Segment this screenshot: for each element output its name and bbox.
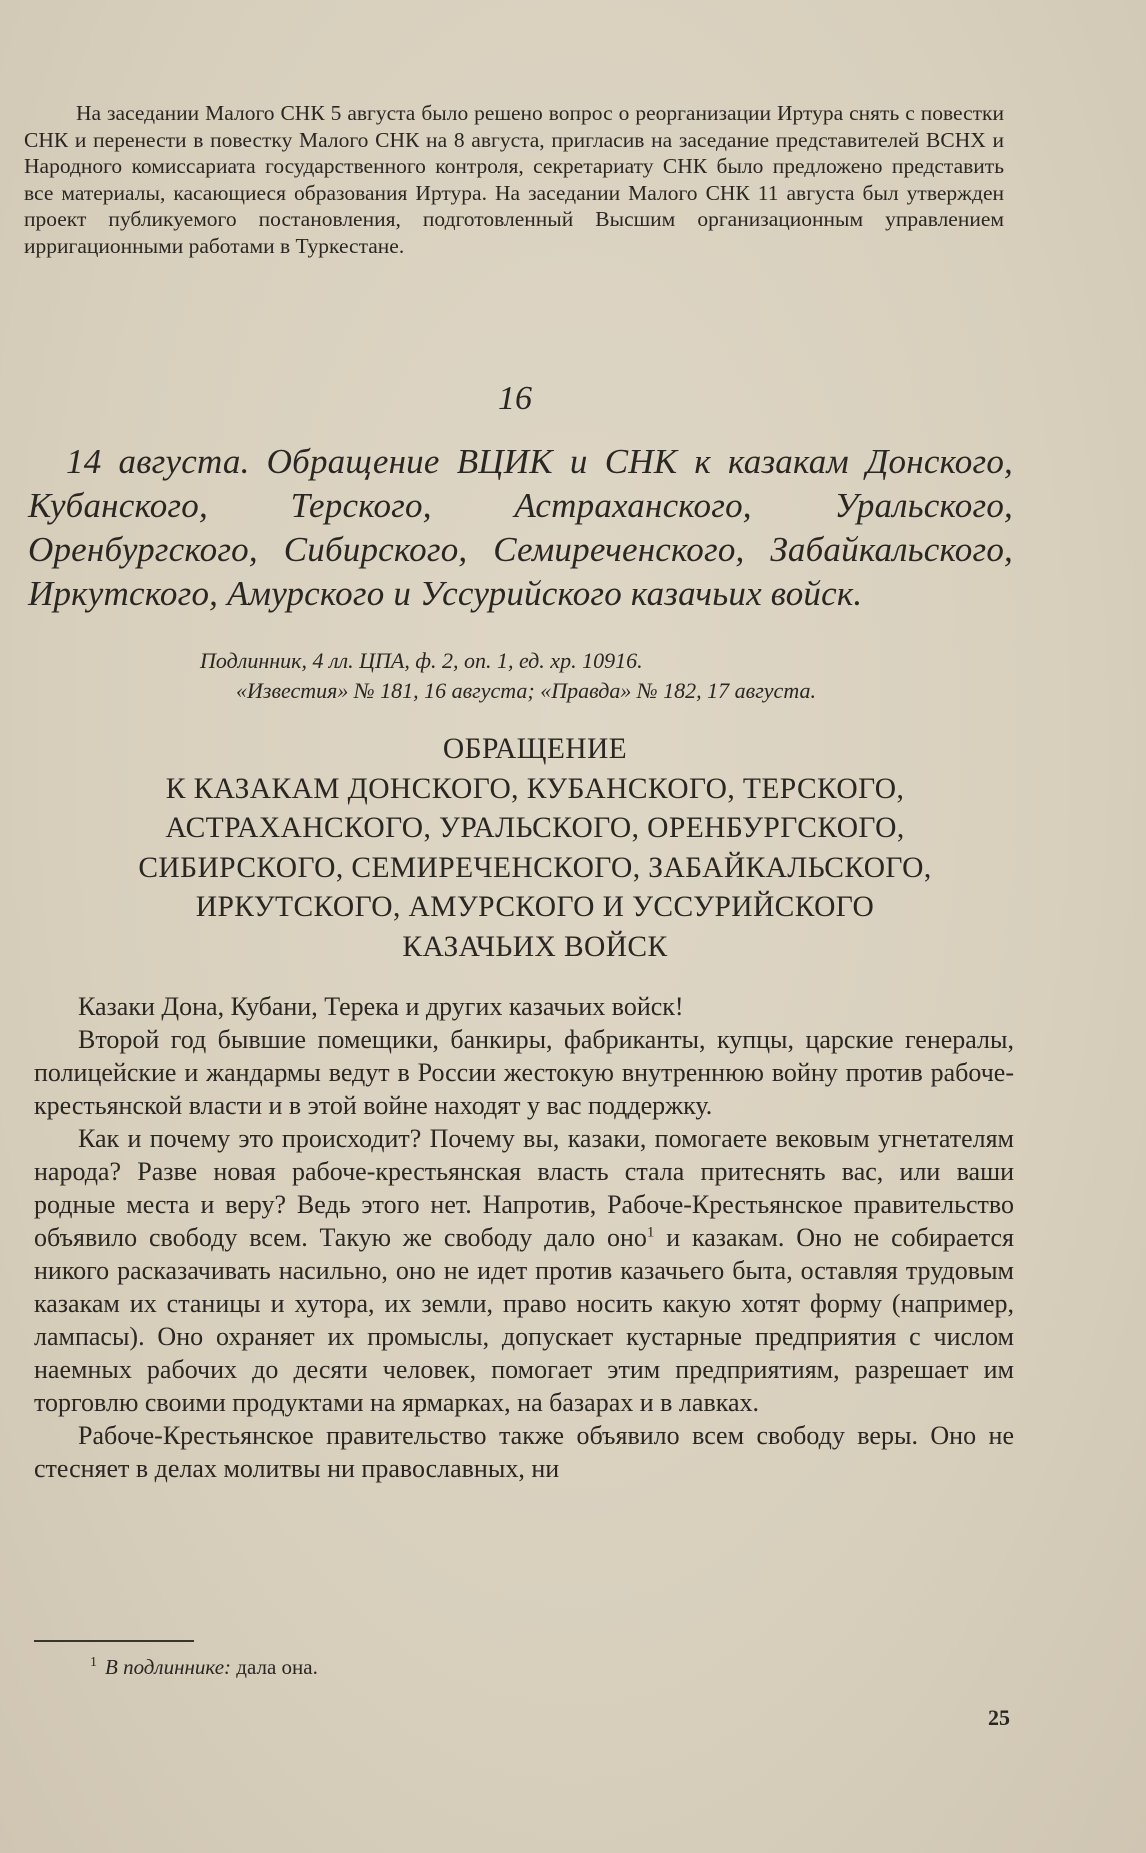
body-paragraph: Второй год бывшие помещики, банкиры, фабриканты, купцы, царские генералы, полицейские и жандармы ведут в России жестокую внутреннюю войну против рабоче-крестьянской власти и в этой войне находят у вас поддержку. — [34, 1025, 1014, 1120]
appeal-body — [34, 990, 1014, 1485]
page-number: 25 — [988, 1705, 1010, 1730]
appeal-title — [40, 730, 1030, 967]
document-number: 16 — [498, 380, 532, 417]
body-text-segment: Как и почему это происходит? Почему вы, казаки, помогаете вековым угнетателям народа? Разве новая рабоче-крестьянская власть стала притеснять вас, или ваши родные места и веру? Ведь этого нет. Напротив, Рабоче-Крестьянское правительство объявило свободу всем. Такую же свободу дало оно — [34, 1124, 1014, 1252]
appeal-title-line: ОБРАЩЕНИЕ — [442, 733, 628, 765]
source-line-archive: Подлинник, 4 лл. ЦПА, ф. 2, оп. 1, ед. хр. 10916. — [200, 648, 643, 673]
document-heading: 14 августа. Обращение ВЦИК и СНК к казакам Донского, Кубанского, Терского, Астраханского, Уральского, Оренбургского, Сибирского, Семиреченского, Забайкальского, Иркутского, Амурского и Уссурийского казачьих войск. — [28, 442, 1013, 613]
footnote-mark: 1 — [90, 1655, 97, 1670]
appeal-title-line: ИРКУТСКОГО, АМУРСКОГО И УССУРИЙСКОГО — [195, 891, 875, 923]
source-line-newspapers: «Известия» № 181, 16 августа; «Правда» № 182, 17 августа. — [236, 678, 816, 703]
appeal-title-line: КАЗАЧЬИХ ВОЙСК — [402, 930, 668, 963]
footnote-reference[interactable]: 1 — [646, 1224, 655, 1241]
body-paragraph: Казаки Дона, Кубани, Терека и других казачьих войск! — [78, 992, 684, 1021]
source-citation — [200, 646, 1000, 706]
footnote-italic-label: В подлиннике: — [105, 1655, 232, 1679]
appeal-title-line: СИБИРСКОГО, СЕМИРЕЧЕНСКОГО, ЗАБАЙКАЛЬСКОГО, — [138, 851, 932, 884]
footnote-divider — [34, 1640, 194, 1642]
appeal-title-line: АСТРАХАНСКОГО, УРАЛЬСКОГО, ОРЕНБУРГСКОГО, — [165, 812, 905, 844]
body-text-segment: и казакам. Оно не собирается никого расказачивать насильно, оно не идет против казачьего быта, оставляя трудовым казакам их станицы и хутора, их земли, право носить какую хотят форму (например, лампасы). Оно охраняет их промыслы, допускает кустарные предприятия с числом наемных рабочих до десяти человек, помогает этим предприятиям, разрешает им торговлю своими продуктами на ярмарках, на базарах и в лавках. — [34, 1223, 1015, 1417]
footnote — [90, 1655, 318, 1680]
body-paragraph — [34, 1122, 1014, 1419]
body-paragraph: Рабоче-Крестьянское правительство также объявило всем свободу веры. Оно не стесняет в делах молитвы ни православных, ни — [34, 1421, 1014, 1483]
intro-paragraph: На заседании Малого СНК 5 августа было решено вопрос о реорганизации Иртура снять с повестки СНК и перенести в повестку Малого СНК на 8 августа, пригласив на заседание представителей ВСНХ и Народного комиссариата государственного контроля, секретариату СНК было предложено представить все материалы, касающиеся образования Иртура. На заседании Малого СНК 11 августа был утвержден проект публикуемого постановления, подготовленный Высшим организационным управлением ирригационными работами в Туркестане. — [24, 101, 1004, 258]
appeal-title-line: К КАЗАКАМ ДОНСКОГО, КУБАНСКОГО, ТЕРСКОГО, — [165, 772, 905, 805]
footnote-text: дала она. — [231, 1655, 318, 1679]
